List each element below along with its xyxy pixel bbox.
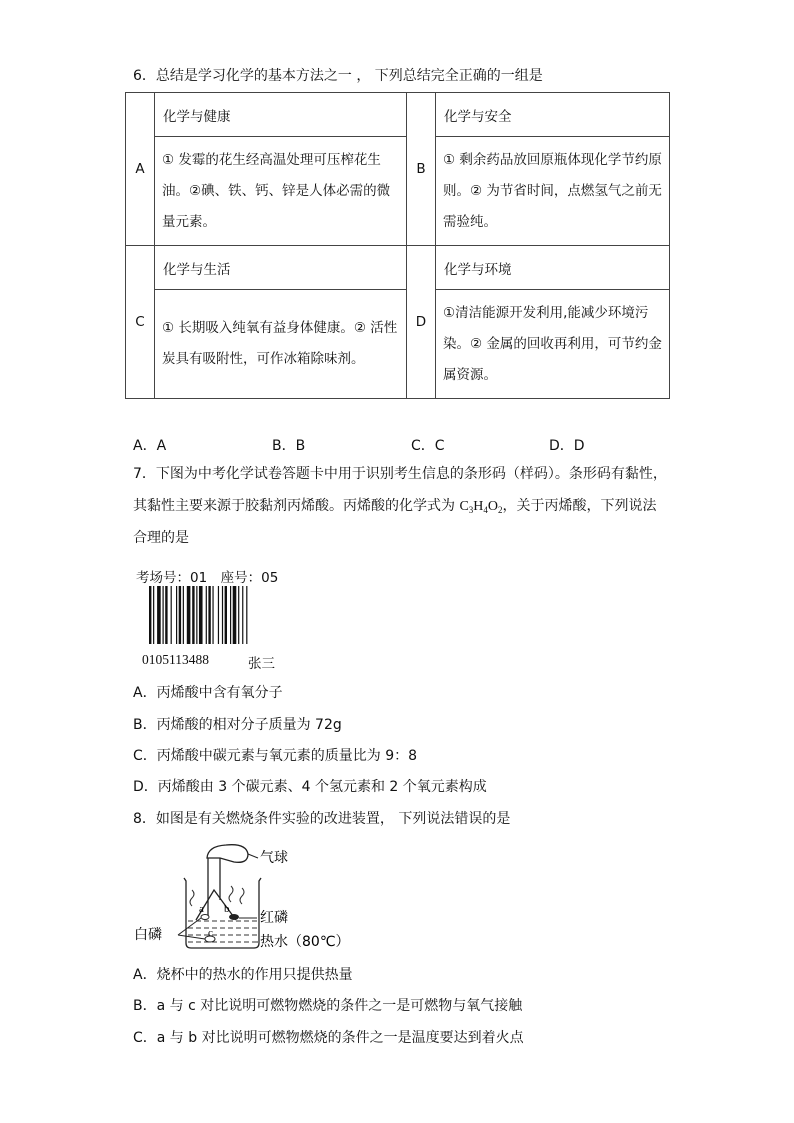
q8-option-a[interactable]: A．烧杯中的热水的作用只提供热量: [133, 967, 353, 983]
q8-option-c[interactable]: C．a 与 b 对比说明可燃物燃烧的条件之一是温度要达到着火点: [133, 1030, 524, 1046]
label-b: b: [224, 903, 230, 915]
q8-option-b[interactable]: B．a 与 c 对比说明可燃物燃烧的条件之一是可燃物与氧气接触: [133, 998, 523, 1014]
formula-n2: 4: [483, 505, 488, 515]
cell-body-safety: ① 剩余药品放回原瓶体现化学节约原则。② 为节省时间，点燃氢气之前无需验纯。: [436, 137, 670, 246]
option-letter-c: C: [126, 246, 155, 399]
q6-option-d[interactable]: D．D: [549, 438, 585, 454]
barcode-header: 考场号：01 座号：05: [136, 570, 279, 586]
q7-line2-tail: ，关于丙烯酸，下列说法: [502, 498, 657, 514]
label-balloon: 气球: [260, 850, 288, 866]
barcode-bar: [230, 586, 231, 644]
barcode-bar: [183, 586, 184, 644]
barcode-bar: [196, 586, 197, 644]
label-hot-water: 热水（80℃）: [260, 934, 350, 950]
label-a: a: [199, 903, 204, 915]
question-6-table: [125, 92, 670, 399]
q6-option-b[interactable]: B．B: [272, 438, 306, 454]
formula-n1: 3: [468, 505, 474, 515]
barcode-bar: [212, 586, 213, 644]
barcode-bar: [165, 586, 167, 644]
barcode-bar: [242, 586, 243, 644]
cell-title-environment: 化学与环境: [436, 246, 670, 290]
q7-option-a[interactable]: A．丙烯酸中含有氧分子: [133, 685, 283, 701]
barcode-bar: [218, 586, 219, 644]
label-white-phosphorus: 白磷: [134, 927, 162, 943]
cell-title-health: 化学与健康: [155, 93, 407, 137]
barcode-bar: [206, 586, 207, 644]
q7-option-c[interactable]: C．丙烯酸中碳元素与氧元素的质量比为 9：8: [133, 748, 418, 764]
barcode-image: [149, 586, 279, 644]
barcode-bar: [246, 586, 247, 644]
cell-body-environment: ①清洁能源开发利用,能减少环境污染。② 金属的回收再利用，可节约金属资源。: [436, 290, 670, 399]
q6-option-c[interactable]: C．C: [411, 438, 445, 454]
barcode-bar: [153, 586, 154, 644]
option-letter-a: A: [126, 93, 155, 246]
barcode-bar: [157, 586, 161, 644]
barcode-number: 0105113488: [142, 652, 209, 667]
label-c: c: [208, 927, 213, 939]
barcode-bar: [163, 586, 164, 644]
formula-h: H: [473, 499, 484, 514]
barcode-bar: [233, 586, 237, 644]
q7-line2-text: 其黏性主要来源于胶黏剂丙烯酸。丙烯酸的化学式为: [133, 498, 460, 514]
formula-c: C: [459, 499, 469, 514]
barcode-bar: [171, 586, 172, 644]
question-6-stem: 6．总结是学习化学的基本方法之一 ， 下列总结完全正确的一组是: [133, 68, 543, 84]
chemical-formula: [459, 499, 502, 514]
barcode-bar: [225, 586, 227, 644]
barcode-bar: [179, 586, 181, 644]
barcode-bar: [199, 586, 203, 644]
formula-n3: 2: [498, 505, 503, 515]
cell-title-safety: 化学与安全: [436, 93, 670, 137]
option-letter-d: D: [407, 246, 436, 399]
cell-body-life: ① 长期吸入纯氧有益身体健康。② 活性炭具有吸附性，可作冰箱除味剂。: [155, 290, 407, 399]
barcode-bar: [238, 586, 239, 644]
barcode-name: 张三: [248, 656, 275, 672]
question-7-line-3: 合理的是: [133, 530, 189, 546]
question-8-stem: 8．如图是有关燃烧条件实验的改进装置， 下列说法错误的是: [133, 811, 511, 827]
barcode-bar: [149, 586, 151, 644]
q6-option-a[interactable]: A．A: [133, 438, 167, 454]
q7-option-b[interactable]: B．丙烯酸的相对分子质量为 72g: [133, 717, 342, 733]
barcode-bar: [176, 586, 177, 644]
q7-option-d[interactable]: D．丙烯酸由 3 个碳元素、4 个氢元素和 2 个氧元素构成: [133, 779, 487, 795]
cell-body-health: ① 发霉的花生经高温处理可压榨花生油。②碘、铁、钙、锌是人体必需的微量元素。: [155, 137, 407, 246]
cell-title-life: 化学与生活: [155, 246, 407, 290]
barcode-bar: [222, 586, 223, 644]
combustion-apparatus-diagram: [130, 838, 350, 956]
barcode-bar: [208, 586, 210, 644]
question-7-line-2: [133, 496, 657, 520]
barcode-bar: [192, 586, 194, 644]
label-red-phosphorus: 红磷: [260, 910, 288, 926]
formula-o: O: [487, 499, 499, 514]
question-7-line-1: 7．下图为中考化学试卷答题卡中用于识别考生信息的条形码（样码）。条形码有黏性，: [133, 466, 667, 482]
barcode-bar: [187, 586, 191, 644]
option-letter-b: B: [407, 93, 436, 246]
